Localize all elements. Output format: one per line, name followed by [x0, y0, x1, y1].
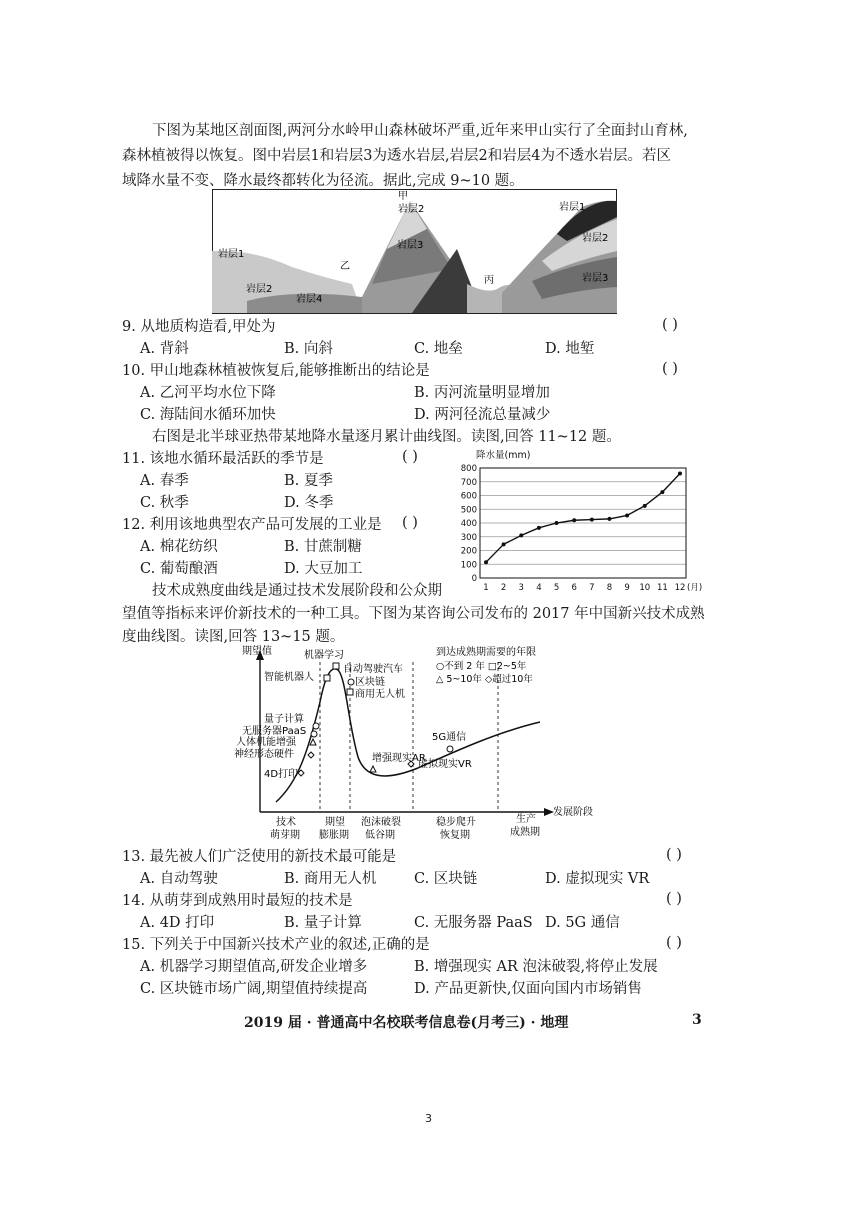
marker-circle: [313, 723, 319, 729]
intro-2: 右图是北半球亚热带某地降水量逐月累计曲线图。读图,回答 11~12 题。: [152, 429, 621, 445]
x-axis-unit: (月): [687, 583, 703, 593]
stage-label: 成熟期: [510, 827, 540, 838]
q14-stem: 14. 从萌芽到成熟用时最短的技术是: [122, 893, 353, 909]
marker-circle: [311, 731, 317, 737]
tech-label: 无服务器PaaS: [242, 726, 307, 737]
data-point: [660, 490, 664, 494]
x-tick-label: 8: [606, 583, 613, 593]
q14-option-c: C. 无服务器 PaaS: [414, 915, 533, 931]
label-layer1-right: 岩层1: [559, 202, 586, 213]
q11-option-c: C. 秋季: [140, 495, 189, 511]
stage-label: 生产: [516, 814, 536, 825]
data-point: [572, 518, 576, 522]
q15-option-d: D. 产品更新快,仅面向国内市场销售: [414, 981, 642, 997]
q9-option-a: A. 背斜: [140, 341, 189, 357]
q10-answer-paren: ( ): [662, 361, 678, 377]
q12-option-d: D. 大豆加工: [284, 561, 363, 577]
q9-option-b: B. 向斜: [284, 341, 333, 357]
q15-option-c: C. 区块链市场广阔,期望值持续提高: [140, 981, 368, 997]
data-point: [590, 518, 594, 522]
q10-option-d: D. 两河径流总量减少: [414, 407, 551, 423]
intro-3-line: 望值等指标来评价新技术的一种工具。下图为某咨询公司发布的 2017 年中国新兴技术成熟: [122, 606, 705, 622]
q14-option-a: A. 4D 打印: [140, 915, 215, 931]
stage-label: 膨胀期: [319, 830, 349, 841]
label-layer1-left: 岩层1: [218, 249, 245, 260]
y-tick-label: 300: [460, 532, 477, 543]
q10-stem: 10. 甲山地森林植被恢复后,能够推断出的结论是: [122, 363, 430, 379]
stage-label: 萌芽期: [270, 830, 300, 841]
label-layer4-left: 岩层4: [296, 294, 323, 305]
tech-label: 机器学习: [304, 650, 344, 661]
y-tick-label: 0: [471, 574, 477, 584]
label-yi: 乙: [340, 261, 350, 272]
label-layer2-peak: 岩层2: [398, 204, 425, 215]
x-tick-label: 10: [639, 583, 651, 593]
q12-option-b: B. 甘蔗制糖: [284, 539, 362, 555]
marker-triangle: [370, 766, 376, 772]
x-tick-label: 4: [536, 583, 542, 593]
marker-circle: [447, 746, 453, 752]
data-point: [678, 472, 682, 476]
y-tick-label: 700: [460, 477, 477, 488]
y-tick-label: 800: [460, 464, 477, 474]
data-point: [555, 521, 559, 525]
intro-3-line: 技术成熟度曲线是通过技术发展阶段和公众期: [152, 583, 442, 599]
data-point: [519, 533, 523, 537]
precipitation-line: [486, 474, 680, 563]
label-layer3-right: 岩层3: [582, 273, 609, 284]
q10-option-c: C. 海陆间水循环加快: [140, 407, 276, 423]
stage-label: 技术: [276, 817, 296, 828]
tech-label: 人体机能增强: [236, 737, 296, 748]
q15-stem: 15. 下列关于中国新兴技术产业的叙述,正确的是: [122, 937, 430, 953]
precipitation-chart: [450, 446, 710, 596]
q11-stem: 11. 该地水循环最活跃的季节是: [122, 451, 324, 467]
intro-line: 森林植被得以恢复。图中岩层1和岩层3为透水岩层,岩层2和岩层4为不透水岩层。若区: [122, 148, 672, 164]
q12-stem: 12. 利用该地典型农产品可发展的工业是: [122, 517, 382, 533]
x-tick-label: 7: [589, 583, 595, 593]
q13-option-c: C. 区块链: [414, 871, 478, 887]
y-axis-label: 期望值: [242, 646, 272, 657]
tech-label: 4D打印: [264, 769, 299, 780]
y-axis-label: 降水量(mm): [476, 450, 531, 461]
q13-stem: 13. 最先被人们广泛使用的新技术最可能是: [122, 849, 397, 865]
x-axis-label: 发展阶段: [553, 807, 593, 818]
q14-answer-paren: ( ): [666, 891, 682, 907]
intro-line: 下图为某地区剖面图,两河分水岭甲山森林破坏严重,近年来甲山实行了全面封山育林,: [152, 123, 688, 139]
x-tick-label: 1: [483, 583, 489, 593]
q12-option-a: A. 棉花纺织: [140, 539, 218, 555]
q12-answer-paren: ( ): [402, 515, 418, 531]
q11-option-a: A. 春季: [140, 473, 189, 489]
marker-square: [333, 663, 339, 669]
legend-title: 到达成熟期需要的年限: [436, 647, 536, 658]
y-tick-label: 200: [460, 546, 477, 557]
legend-line: ○不到 2 年 □2~5年: [436, 661, 527, 672]
marker-circle: [348, 679, 354, 685]
marker-square: [347, 689, 353, 695]
q12-option-c: C. 葡萄酿酒: [140, 561, 218, 577]
tech-label: 自动驾驶汽车: [343, 664, 403, 675]
label-layer2-left: 岩层2: [246, 284, 273, 295]
tech-label: 神经形态硬件: [234, 749, 294, 760]
x-tick-label: 6: [571, 583, 577, 593]
data-point: [502, 542, 506, 546]
y-tick-label: 500: [460, 505, 477, 516]
q13-option-a: A. 自动驾驶: [140, 871, 218, 887]
stage-label: 低谷期: [365, 830, 395, 841]
q11-option-b: B. 夏季: [284, 473, 333, 489]
tech-label: 5G通信: [432, 732, 467, 743]
q9-stem: 9. 从地质构造看,甲处为: [122, 319, 276, 335]
q14-option-d: D. 5G 通信: [545, 915, 620, 931]
q14-option-b: B. 量子计算: [284, 915, 362, 931]
q9-option-d: D. 地堑: [545, 341, 595, 357]
stage-label: 泡沫破裂: [361, 817, 401, 828]
tech-label: 区块链: [355, 677, 385, 688]
x-tick-label: 11: [656, 583, 668, 593]
q11-answer-paren: ( ): [402, 449, 418, 465]
q13-option-d: D. 虚拟现实 VR: [545, 871, 650, 887]
x-tick-label: 5: [553, 583, 560, 593]
x-tick-label: 12: [674, 583, 686, 593]
data-point: [607, 517, 611, 521]
q13-answer-paren: ( ): [666, 847, 682, 863]
label-bing: 丙: [484, 275, 494, 286]
q15-answer-paren: ( ): [666, 935, 682, 951]
label-layer2-right: 岩层2: [582, 233, 609, 244]
footer-title: 2019 届 · 普通高中名校联考信息卷(月考三) · 地理: [244, 1015, 569, 1031]
data-point: [537, 526, 541, 530]
tech-label: 增强现实AR: [372, 753, 426, 764]
y-tick-label: 400: [460, 519, 477, 529]
q9-answer-paren: ( ): [662, 317, 678, 333]
x-tick-label: 3: [518, 583, 524, 593]
x-tick-label: 2: [500, 583, 507, 593]
q9-option-c: C. 地垒: [414, 341, 463, 357]
y-tick-label: 100: [460, 560, 477, 571]
q13-option-b: B. 商用无人机: [284, 871, 377, 887]
hype-cycle-diagram: [228, 642, 618, 842]
tech-label: 商用无人机: [355, 689, 405, 700]
page-number: 3: [425, 1112, 432, 1125]
tech-label: 量子计算: [264, 714, 304, 725]
marker-triangle: [310, 739, 316, 745]
data-point: [484, 560, 488, 564]
stage-label: 恢复期: [440, 830, 470, 841]
x-tick-label: 9: [624, 583, 630, 593]
q10-option-a: A. 乙河平均水位下降: [140, 385, 276, 401]
q15-option-b: B. 增强现实 AR 泡沫破裂,将停止发展: [414, 959, 658, 975]
label-layer3-center: 岩层3: [397, 240, 424, 251]
intro-line: 域降水量不变、降水最终都转化为径流。据此,完成 9~10 题。: [122, 173, 524, 189]
intro-3-line: 度曲线图。读图,回答 13~15 题。: [122, 629, 345, 645]
stage-label: 期望: [325, 817, 345, 828]
y-tick-label: 600: [460, 491, 477, 502]
q11-option-d: D. 冬季: [284, 495, 334, 511]
label-jia: 甲: [398, 191, 408, 202]
tech-label: 智能机器人: [264, 672, 314, 683]
q15-option-a: A. 机器学习期望值高,研发企业增多: [140, 959, 368, 975]
footer-page-number: 3: [692, 1012, 702, 1028]
tech-label: 虚拟现实VR: [418, 759, 472, 770]
cross-section-diagram: [212, 189, 617, 314]
marker-diamond: [308, 752, 314, 758]
marker-square: [324, 675, 330, 681]
q10-option-b: B. 丙河流量明显增加: [414, 385, 550, 401]
stage-label: 稳步爬升: [436, 817, 476, 828]
data-point: [643, 504, 647, 508]
legend-line: △ 5~10年 ◇超过10年: [436, 674, 533, 685]
data-point: [625, 513, 629, 517]
